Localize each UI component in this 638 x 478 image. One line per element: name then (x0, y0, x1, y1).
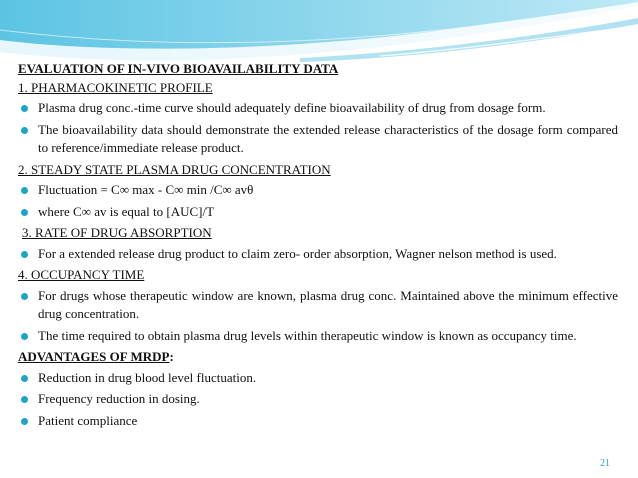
bullet-dot-icon (21, 251, 28, 258)
bullet-item: The time required to obtain plasma drug levels within therapeutic window is known as occupancy time. (18, 327, 618, 346)
bullet-dot-icon (21, 418, 28, 425)
bullet-dot-icon (21, 375, 28, 382)
slide-content (18, 60, 618, 433)
bullet-item: The bioavailability data should demonstrate the extended release characteristics of the dosage form compared to reference/immediate release product. (18, 121, 618, 158)
bullet-dot-icon (21, 396, 28, 403)
advantages-heading: ADVANTAGES OF MRDP: (18, 349, 174, 364)
bullet-item: Fluctuation = C∞ max - C∞ min /C∞ avθ (18, 181, 618, 200)
bullet-item: Reduction in drug blood level fluctuation. (18, 369, 618, 388)
bullet-dot-icon (21, 293, 28, 300)
section-heading-steady-state: 2. STEADY STATE PLASMA DRUG CONCENTRATION (18, 161, 331, 177)
section-heading-occupancy-time: 4. OCCUPANCY TIME (18, 267, 145, 282)
bullet-item: For drugs whose therapeutic window are known, plasma drug conc. Maintained above the minimum effective drug concentration. (18, 287, 618, 324)
section-heading-rate-of-absorption: 3. RATE OF DRUG ABSORPTION (22, 225, 212, 240)
bullet-item: Frequency reduction in dosing. (18, 390, 618, 409)
bullet-dot-icon (21, 209, 28, 216)
main-heading: EVALUATION OF IN-VIVO BIOAVAILABILITY DATA (18, 61, 339, 76)
bullet-dot-icon (21, 333, 28, 340)
bullet-item: Patient compliance (18, 412, 618, 431)
bullet-dot-icon (21, 127, 28, 134)
bullet-dot-icon (21, 187, 28, 194)
bullet-item: For a extended release drug product to claim zero- order absorption, Wagner nelson method is used. (18, 245, 618, 264)
bullet-item: where C∞ av is equal to [AUC]/T (18, 203, 618, 222)
bullet-dot-icon (21, 105, 28, 112)
bullet-item: Plasma drug conc.-time curve should adequately define bioavailability of drug from dosage form. (18, 99, 618, 118)
slide-number: 21 (600, 458, 610, 469)
section-heading-pharmacokinetic-profile: 1. PHARMACOKINETIC PROFILE (18, 79, 213, 95)
